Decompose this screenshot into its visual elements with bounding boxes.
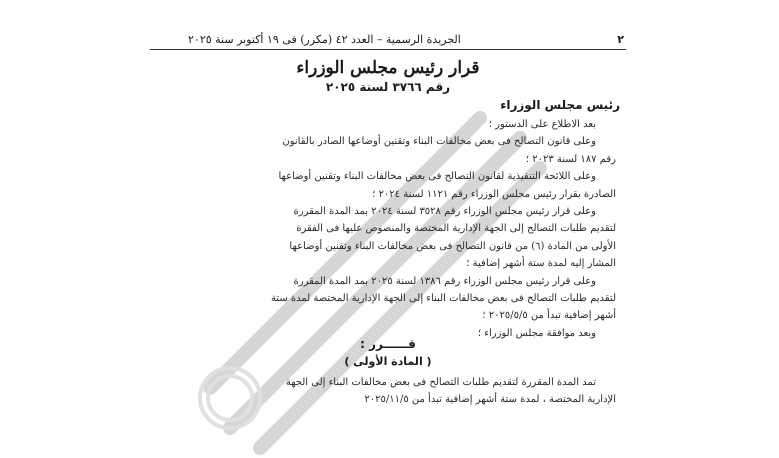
- decree-issuer: رئيس مجلس الوزراء: [500, 98, 620, 112]
- preamble-line: رقم ١٨٧ لسنة ٢٠٢٣ ؛: [525, 153, 616, 165]
- preamble-line: أشهر إضافية تبدأ من ٢٠٢٥/٥/٥ ؛: [482, 310, 616, 322]
- preamble-line: الأولى من المادة (٦) من قانون التصالح فى بعض مخالفات البناء وتقنين أوضاعها: [289, 240, 616, 252]
- decree-preamble: [162, 116, 616, 342]
- preamble-line: بعد الاطلاع على الدستور ؛: [488, 119, 596, 130]
- article-line: الإدارية المختصة ، لمدة ستة أشهر إضافية تبدأ من ٢٠٢٥/١١/٥: [364, 394, 616, 406]
- page-number: ٢: [617, 33, 624, 46]
- decree-title: قرار رئيس مجلس الوزراء: [296, 58, 480, 78]
- article-line: تمد المدة المقررة لتقديم طلبات التصالح فى بعض مخالفات البناء إلى الجهة: [285, 377, 596, 388]
- header-rule: [150, 49, 626, 50]
- preamble-line: وعلى اللائحة التنفيذية لقانون التصالح فى بعض مخالفات البناء وتقنين أوضاعها: [278, 171, 596, 183]
- preamble-line: وعلى قرار رئيس مجلس الوزراء رقم ١٣٨٦ لسنة ٢٠٢٥ بمد المدة المقررة: [293, 275, 596, 287]
- article-heading: ( المادة الأولى ): [344, 355, 432, 368]
- preamble-line: المشار إليه لمدة ستة أشهر إضافية ؛: [466, 258, 616, 270]
- preamble-line: وعلى قانون التصالح فى بعض مخالفات البناء وتقنين أوضاعها الصادر بالقانون: [282, 136, 596, 148]
- preamble-line: وعلى قرار رئيس مجلس الوزراء رقم ٣٥٢٨ لسنة ٢٠٢٤ بمد المدة المقررة: [293, 206, 596, 218]
- decides-heading: قــــــرر :: [360, 337, 416, 351]
- preamble-line: لتقديم طلبات التصالح إلى الجهة الإدارية المختصة والمنصوص عليها فى الفقرة: [296, 223, 616, 235]
- running-head-text: الجريدة الرسمية – العدد ٤٢ (مكرر) فى ١٩ أكتوبر سنة ٢٠٢٥: [188, 33, 461, 46]
- preamble-line: وبعد موافقة مجلس الوزراء ؛: [477, 327, 596, 339]
- preamble-line: لتقديم طلبات التصالح فى بعض مخالفات البناء إلى الجهة الإدارية المختصة لمدة ستة: [270, 293, 616, 305]
- preamble-line: الصادرة بقرار رئيس مجلس الوزراء رقم ١١٢١ لسنة ٢٠٢٤ ؛: [372, 188, 616, 200]
- article-text: [162, 374, 616, 409]
- gazette-page: [150, 28, 626, 439]
- decree-number: رقم ٣٧٦٦ لسنة ٢٠٢٥: [325, 80, 451, 94]
- running-header: [150, 32, 626, 48]
